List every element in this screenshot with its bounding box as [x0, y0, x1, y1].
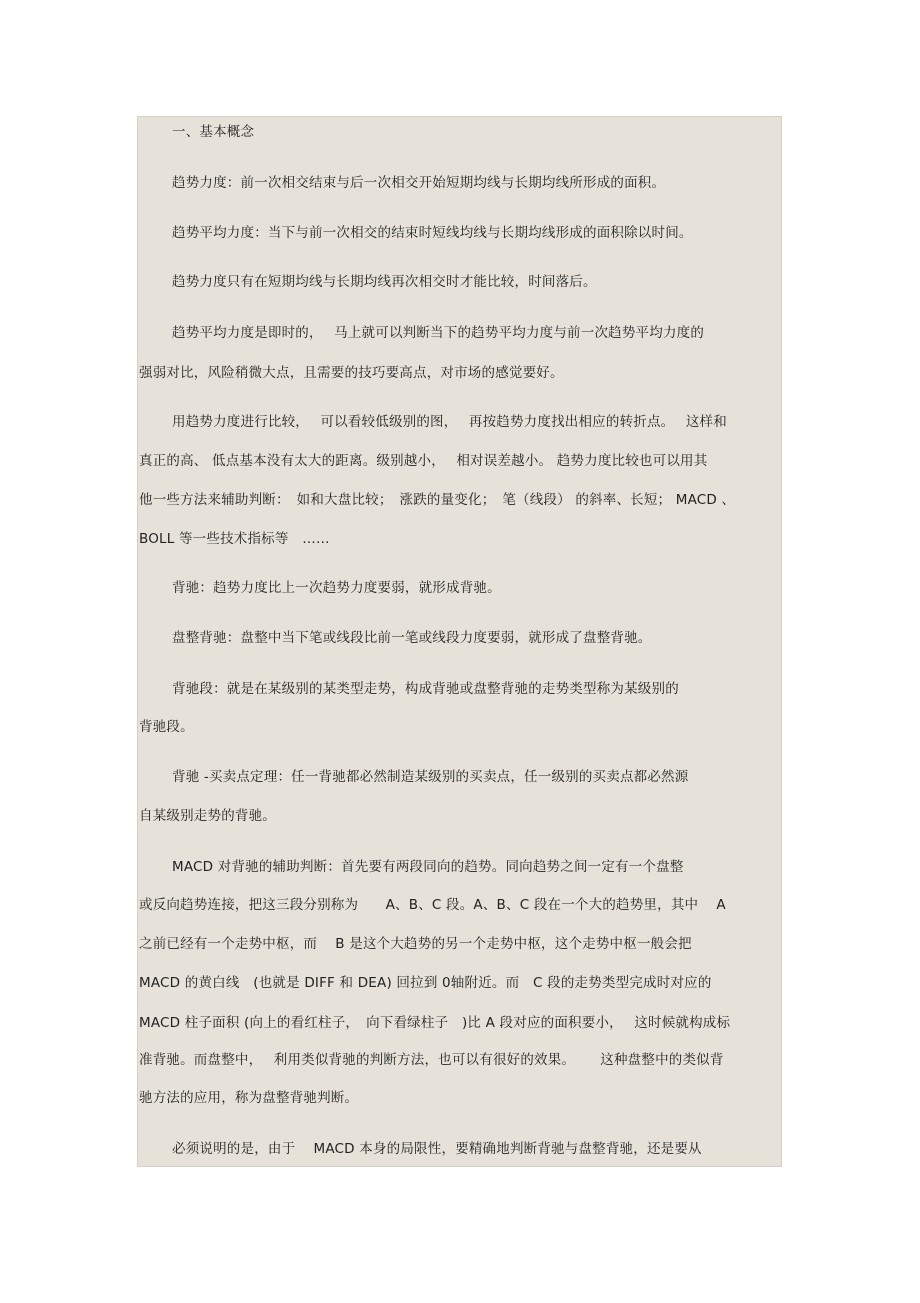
paragraph-line: 之前已经有一个走势中枢，而 B 是这个大趋势的另一个走势中枢，这个走势中枢一般会把 [139, 936, 692, 952]
paragraph-line: 准背驰。而盘整中， 利用类似背驰的判断方法，也可以有很好的效果。 这种盘整中的类似背 [139, 1052, 724, 1068]
paragraph-line: 他一些方法来辅助判断： 如和大盘比较； 涨跌的量变化； 笔（线段） 的斜率、长短； MACD 、 [139, 492, 736, 508]
paragraph-line: 趋势力度：前一次相交结束与后一次相交开始短期均线与长期均线所形成的面积。 [172, 175, 666, 191]
paragraph-line: 或反向趋势连接，把这三段分别称为 A、B、C 段。A、B、C 段在一个大的趋势里，其中 A [139, 897, 726, 913]
paragraph-line: 驰方法的应用，称为盘整背驰判断。 [139, 1090, 359, 1106]
paragraph-line: 自某级别走势的背驰。 [139, 808, 276, 824]
paragraph-line: BOLL 等一些技术指标等 …… [139, 531, 330, 547]
paragraph-line: 背驰段：就是在某级别的某类型走势，构成背驰或盘整背驰的走势类型称为某级别的 [172, 681, 679, 697]
paragraph-line: 趋势平均力度是即时的， 马上就可以判断当下的趋势平均力度与前一次趋势平均力度的 [172, 325, 705, 341]
paragraph-line: 用趋势力度进行比较， 可以看较低级别的图， 再按趋势力度找出相应的转折点。 这样和 [172, 414, 727, 430]
paragraph-line: 趋势平均力度：当下与前一次相交的结束时短线均线与长期均线形成的面积除以时间。 [172, 225, 693, 241]
paragraph-line: MACD 柱子面积 (向上的看红柱子， 向下看绿柱子 )比 A 段对应的面积要小， 这时候就构成标 [139, 1015, 731, 1031]
paragraph-line: 盘整背驰：盘整中当下笔或线段比前一笔或线段力度要弱，就形成了盘整背驰。 [172, 630, 652, 646]
paragraph-line: 背驰：趋势力度比上一次趋势力度要弱，就形成背驰。 [172, 580, 501, 596]
paragraph-line: 必须说明的是，由于 MACD 本身的局限性，要精确地判断背驰与盘整背驰，还是要从 [172, 1141, 702, 1157]
paragraph-line: 真正的高、 低点基本没有太大的距离。级别越小， 相对误差越小。 趋势力度比较也可以用其 [139, 453, 708, 469]
paragraph-line: 强弱对比，风险稍微大点，且需要的技巧要高点，对市场的感觉要好。 [139, 365, 564, 381]
paragraph-line: MACD 的黄白线 (也就是 DIFF 和 DEA) 回拉到 0轴附近。而 C 段的走势类型完成时对应的 [139, 975, 712, 991]
paragraph-line: 趋势力度只有在短期均线与长期均线再次相交时才能比较，时间落后。 [172, 274, 597, 290]
paragraph-line: MACD 对背驰的辅助判断：首先要有两段同向的趋势。同向趋势之间一定有一个盘整 [172, 859, 684, 875]
section-heading: 一、基本概念 [172, 124, 255, 140]
paragraph-line: 背驰段。 [139, 719, 194, 735]
paragraph-line: 背驰 -买卖点定理：任一背驰都必然制造某级别的买卖点，任一级别的买卖点都必然源 [172, 769, 689, 785]
